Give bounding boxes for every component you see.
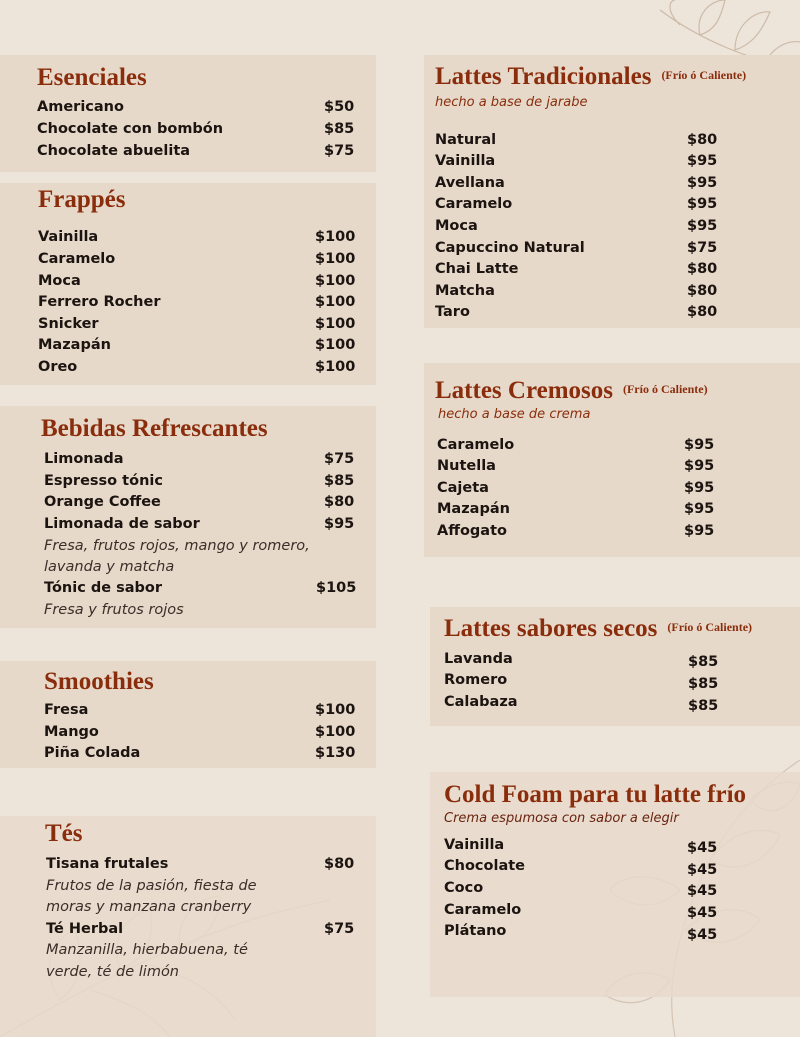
menu-item-price: $95 — [684, 480, 715, 496]
temperature-tag: (Frío ó Caliente) — [661, 68, 747, 82]
esenciales-title: Esenciales — [37, 64, 147, 91]
menu-item-name: Coco — [444, 880, 484, 896]
tes-title: Tés — [45, 820, 83, 847]
menu-item-name: Mazapán — [437, 501, 510, 517]
cold-foam-subtitle: Crema espumosa con sabor a elegir — [444, 811, 679, 826]
menu-item-price: $80 — [324, 494, 355, 510]
temperature-tag: (Frío ó Caliente) — [622, 382, 708, 396]
menu-item-name: Caramelo — [38, 251, 116, 267]
menu-item-price: $80 — [687, 283, 718, 299]
section-title-text: Lattes sabores secos — [444, 615, 658, 642]
menu-item-name: Caramelo — [435, 196, 513, 212]
menu-item-name: Limonada de sabor — [44, 516, 200, 532]
menu-item-price: $75 — [324, 451, 355, 467]
lattes-secos-title — [444, 615, 752, 643]
menu-item-price: $85 — [688, 698, 719, 714]
menu-item-name: Piña Colada — [44, 745, 141, 761]
menu-item-name: Affogato — [437, 523, 507, 539]
menu-item-name: Snicker — [38, 316, 99, 332]
menu-item-price: $50 — [324, 99, 355, 115]
menu-item-note: Frutos de la pasión, fiesta de — [46, 878, 257, 894]
menu-item-name: Plátano — [444, 923, 507, 939]
menu-item-name: Mazapán — [38, 337, 111, 353]
menu-item-name: Chocolate con bombón — [37, 121, 224, 137]
menu-item-note: verde, té de limón — [46, 964, 179, 980]
menu-item-name: Espresso tónic — [44, 473, 163, 489]
menu-item-price: $85 — [324, 121, 355, 137]
menu-item-price: $100 — [315, 294, 356, 310]
menu-item-note: Manzanilla, hierbabuena, té — [46, 942, 248, 958]
menu-item-note: moras y manzana cranberry — [46, 899, 252, 915]
menu-item-price: $100 — [315, 251, 356, 267]
menu-item-price: $95 — [687, 196, 718, 212]
section-title-text: Lattes Cremosos — [435, 377, 613, 404]
menu-item-name: Cajeta — [437, 480, 489, 496]
menu-item-price: $95 — [684, 437, 715, 453]
menu-item-price: $85 — [688, 654, 719, 670]
menu-item-price: $100 — [315, 702, 356, 718]
menu-item-name: Moca — [38, 273, 81, 289]
bebidas-title: Bebidas Refrescantes — [41, 415, 268, 442]
menu-item-price: $80 — [687, 304, 718, 320]
lattes-cremosos-title — [435, 377, 708, 405]
menu-item-name: Ferrero Rocher — [38, 294, 161, 310]
menu-item-name: Caramelo — [444, 902, 522, 918]
menu-item-price: $95 — [684, 523, 715, 539]
lattes-tradicionales-title — [435, 63, 746, 91]
lattes-cremosos-subtitle: hecho a base de crema — [438, 407, 591, 422]
menu-item-name: Chocolate — [444, 858, 526, 874]
menu-item-name: Romero — [444, 672, 508, 688]
menu-item-price: $45 — [687, 905, 718, 921]
menu-item-name: Caramelo — [437, 437, 515, 453]
menu-item-price: $80 — [324, 856, 355, 872]
menu-item-name: Americano — [37, 99, 124, 115]
frappes-title: Frappés — [38, 186, 126, 213]
menu-item-name: Avellana — [435, 175, 505, 191]
menu-item-price: $75 — [324, 143, 355, 159]
menu-item-name: Capuccino Natural — [435, 240, 585, 256]
menu-item-name: Tisana frutales — [46, 856, 169, 872]
menu-item-name: Chocolate abuelita — [37, 143, 191, 159]
menu-item-price: $95 — [684, 501, 715, 517]
menu-item-price: $75 — [324, 921, 355, 937]
menu-item-price: $80 — [687, 261, 718, 277]
lattes-tradicionales-subtitle: hecho a base de jarabe — [435, 95, 588, 110]
menu-item-name: Natural — [435, 132, 497, 148]
menu-item-price: $80 — [687, 132, 718, 148]
menu-item-price: $45 — [687, 840, 718, 856]
menu-item-name: Orange Coffee — [44, 494, 161, 510]
menu-item-price: $95 — [687, 153, 718, 169]
menu-item-price: $95 — [324, 516, 355, 532]
menu-item-name: Fresa — [44, 702, 89, 718]
menu-item-price: $45 — [687, 927, 718, 943]
menu-item-price: $85 — [688, 676, 719, 692]
menu-item-price: $100 — [315, 359, 356, 375]
menu-item-price: $85 — [324, 473, 355, 489]
section-title-text: Lattes Tradicionales — [435, 63, 652, 90]
menu-item-price: $100 — [315, 724, 356, 740]
cold-foam-title: Cold Foam para tu latte frío — [444, 781, 747, 808]
menu-item-price: $45 — [687, 862, 718, 878]
menu-item-name: Limonada — [44, 451, 124, 467]
menu-item-name: Tónic de sabor — [44, 580, 163, 596]
menu-item-price: $75 — [687, 240, 718, 256]
menu-item-price: $100 — [315, 316, 356, 332]
menu-item-name: Calabaza — [444, 694, 518, 710]
menu-item-price: $100 — [315, 337, 356, 353]
menu-item-price: $95 — [687, 218, 718, 234]
menu-item-name: Mango — [44, 724, 99, 740]
menu-item-name: Lavanda — [444, 651, 513, 667]
smoothies-title: Smoothies — [44, 668, 154, 695]
menu-item-name: Té Herbal — [46, 921, 124, 937]
menu-item-price: $100 — [315, 273, 356, 289]
menu-item-price: $45 — [687, 883, 718, 899]
menu-item-name: Vainilla — [38, 229, 99, 245]
temperature-tag: (Frío ó Caliente) — [667, 620, 753, 634]
menu-item-price: $105 — [316, 580, 357, 596]
menu-item-note: Fresa, frutos rojos, mango y romero, — [44, 538, 310, 554]
menu-item-name: Vainilla — [435, 153, 496, 169]
menu-item-name: Taro — [435, 304, 470, 320]
menu-item-price: $100 — [315, 229, 356, 245]
menu-item-name: Moca — [435, 218, 478, 234]
menu-item-name: Nutella — [437, 458, 496, 474]
menu-item-price: $95 — [687, 175, 718, 191]
menu-item-name: Chai Latte — [435, 261, 519, 277]
menu-item-note: Fresa y frutos rojos — [44, 602, 184, 618]
menu-item-note: lavanda y matcha — [44, 559, 175, 575]
menu-item-price: $95 — [684, 458, 715, 474]
menu-item-name: Matcha — [435, 283, 495, 299]
menu-item-name: Oreo — [38, 359, 78, 375]
menu-item-name: Vainilla — [444, 837, 505, 853]
menu-item-price: $130 — [315, 745, 356, 761]
